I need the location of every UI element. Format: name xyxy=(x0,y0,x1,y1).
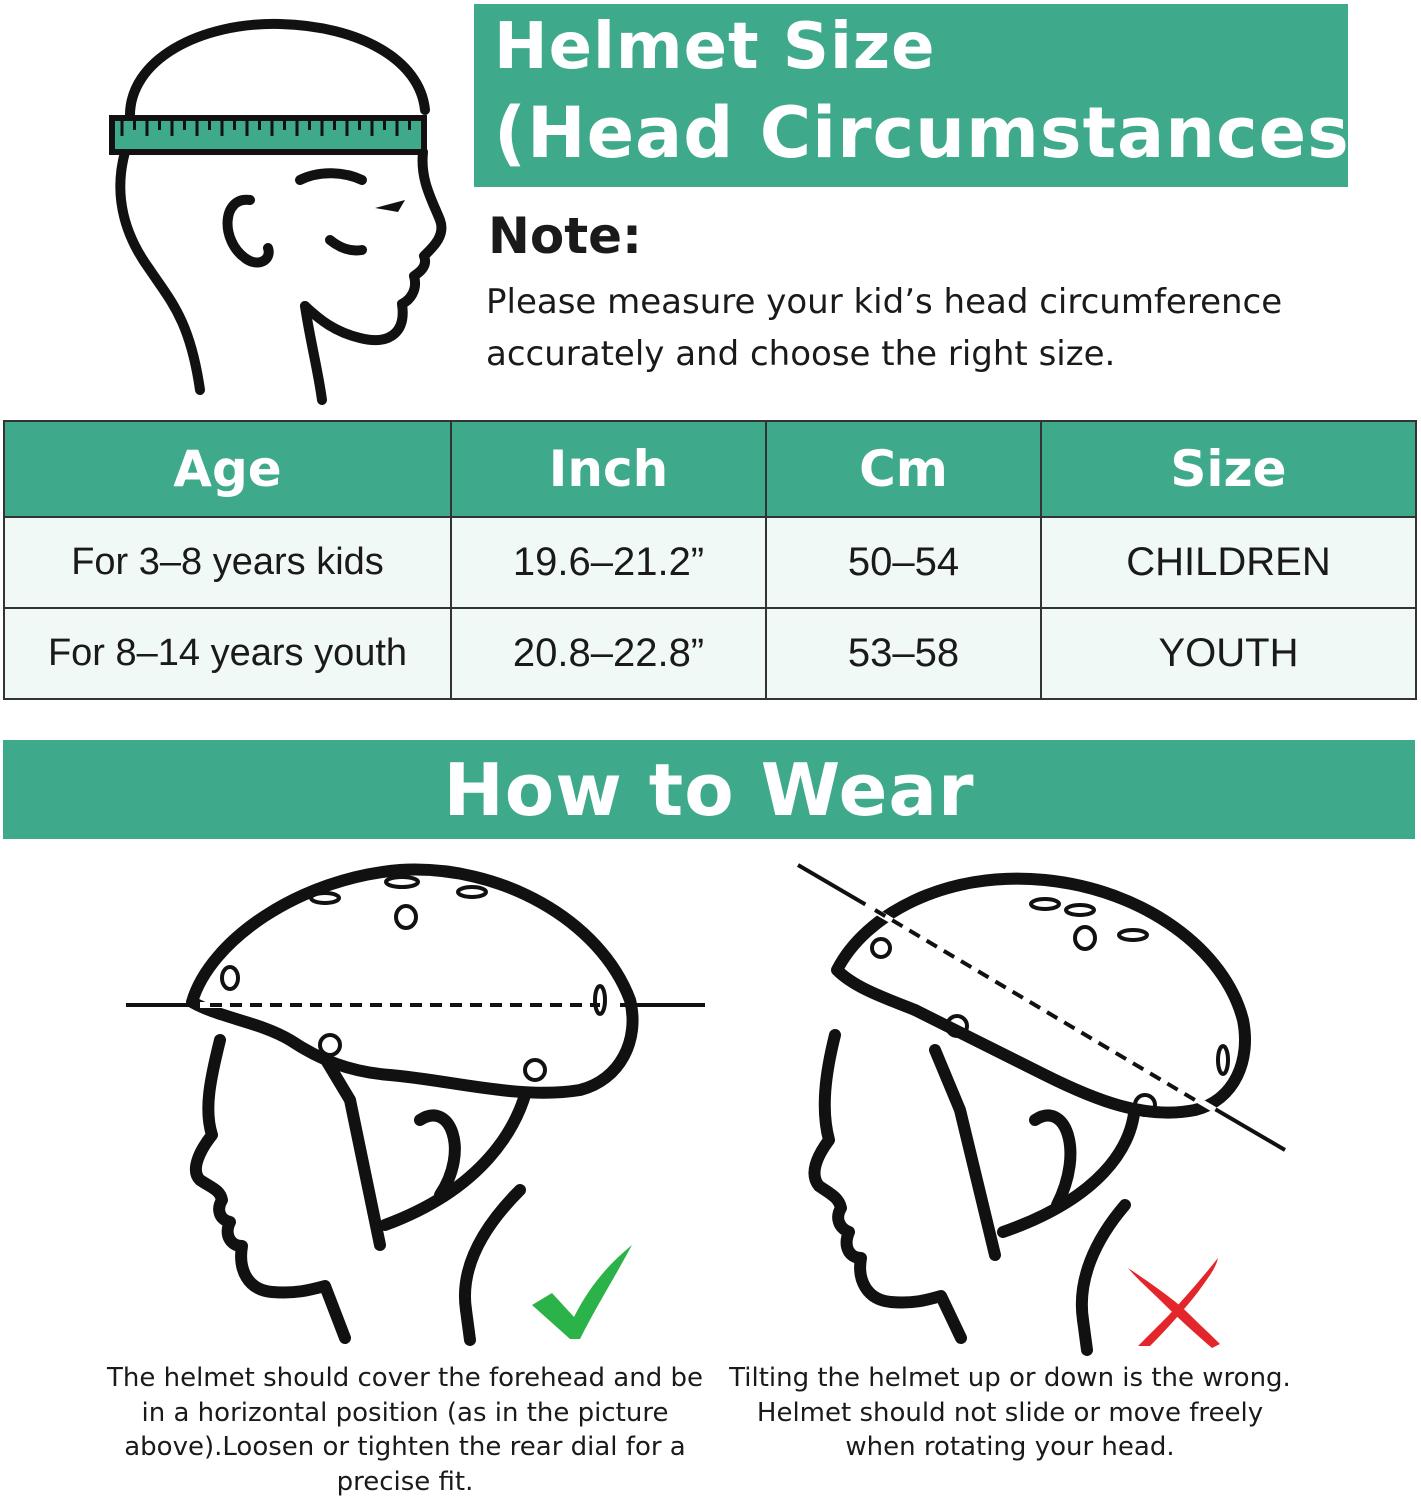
size-table xyxy=(3,420,1417,700)
page-title-line2: (Head Circumstances) xyxy=(494,92,1383,174)
table-row xyxy=(4,608,1416,699)
helmet-tilted-illustration xyxy=(795,860,1315,1360)
correct-fit-caption: The helmet should cover the forehead and be in a horizontal position (as in the picture above).Loosen or tighten the rear dial for a precise fit. xyxy=(106,1363,703,1497)
note-text xyxy=(486,276,1386,380)
cell-inch: 19.6–21.2” xyxy=(451,517,766,608)
note-heading: Note: xyxy=(488,207,643,265)
cell-age: For 3–8 years kids xyxy=(4,517,451,608)
header-inch: Inch xyxy=(451,421,766,517)
cell-age: For 8–14 years youth xyxy=(4,608,451,699)
cell-cm: 50–54 xyxy=(766,517,1041,608)
note-line2: accurately and choose the right size. xyxy=(486,334,1116,374)
how-to-wear-title: How to Wear xyxy=(443,747,975,832)
cell-cm: 53–58 xyxy=(766,608,1041,699)
table-row xyxy=(4,517,1416,608)
how-to-wear-banner xyxy=(3,740,1415,839)
title-banner xyxy=(474,4,1383,187)
cross-icon xyxy=(1128,1258,1228,1348)
cell-inch: 20.8–22.8” xyxy=(451,608,766,699)
header-cm: Cm xyxy=(766,421,1041,517)
note-line1: Please measure your kid’s head circumference xyxy=(486,282,1283,322)
head-measuring-tape-icon xyxy=(0,0,460,420)
header-size: Size xyxy=(1041,421,1416,517)
header-age: Age xyxy=(4,421,451,517)
wrong-fit-caption: Tilting the helmet up or down is the wrong. Helmet should not slide or move freely when rotating your head. xyxy=(729,1363,1291,1462)
cell-size: CHILDREN xyxy=(1041,517,1416,608)
table-header-row xyxy=(4,421,1416,517)
checkmark-icon xyxy=(530,1245,640,1345)
page-title-line1: Helmet Size xyxy=(494,10,936,84)
cell-size: YOUTH xyxy=(1041,608,1416,699)
